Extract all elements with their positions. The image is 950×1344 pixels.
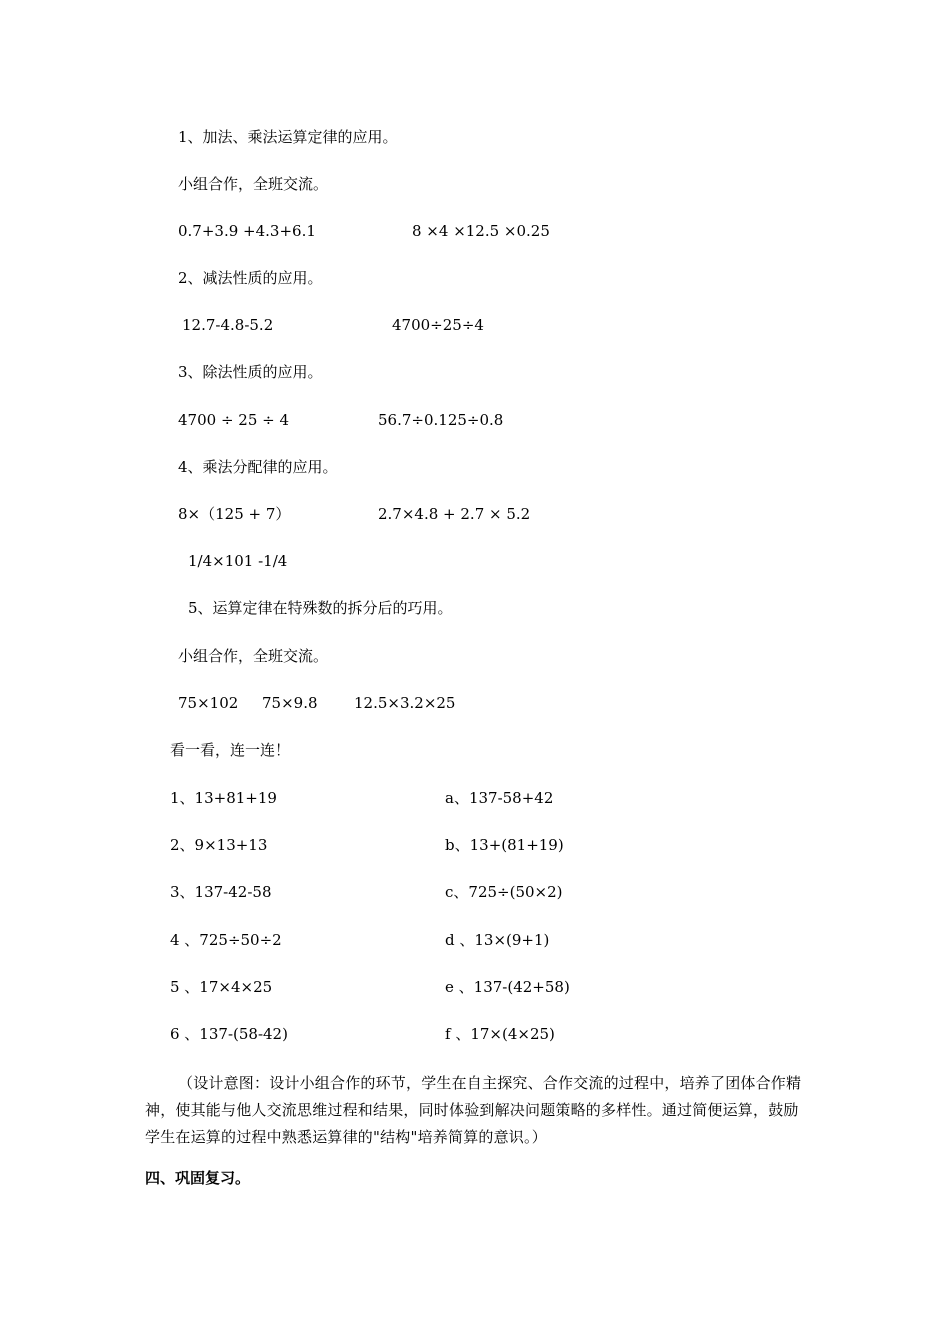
section-3-title: 3、除法性质的应用。 <box>178 363 323 381</box>
matching-left-item: 1、13+81+19 <box>170 789 277 807</box>
section-5-expression-a: 75×102 <box>178 694 239 712</box>
section-1-expression-b: 8 ×4 ×12.5 ×0.25 <box>412 222 550 240</box>
matching-right-item: a、137-58+42 <box>445 789 554 807</box>
matching-title: 看一看，连一连！ <box>170 741 291 759</box>
matching-right-item: c、725÷(50×2) <box>445 883 563 901</box>
matching-left-item: 6 、137-(58-42) <box>170 1025 288 1043</box>
matching-right-item: d 、13×(9+1) <box>445 931 550 949</box>
section-1-note: 小组合作，全班交流。 <box>178 175 329 193</box>
section-2-expression-a: 12.7-4.8-5.2 <box>182 316 274 334</box>
matching-right-item: f 、17×(4×25) <box>445 1025 555 1043</box>
section-5-expression-b: 75×9.8 <box>262 694 318 712</box>
section-1-expression-a: 0.7+3.9 +4.3+6.1 <box>178 222 316 240</box>
section-4-expression-b: 2.7×4.8 + 2.7 × 5.2 <box>378 505 531 523</box>
matching-right-item: e 、137-(42+58) <box>445 978 570 996</box>
section-heading-review: 四、巩固复习。 <box>145 1169 251 1187</box>
section-4-expression-a: 8×（125 + 7） <box>178 505 291 523</box>
design-intent-paragraph: （设计意图：设计小组合作的环节，学生在自主探究、合作交流的过程中，培养了团体合作精神，使其能与他人交流思维过程和结果，同时体验到解决问题策略的多样性。通过简便运算，鼓励学生在运算的过程中熟悉运算律的"结构"培养简算的意识。） <box>145 1074 802 1146</box>
section-4-expression-c: 1/4×101 -1/4 <box>188 552 288 570</box>
section-1-title: 1、加法、乘法运算定律的应用。 <box>178 128 398 146</box>
matching-left-item: 4 、725÷50÷2 <box>170 931 282 949</box>
matching-left-item: 5 、17×4×25 <box>170 978 273 996</box>
matching-left-item: 2、9×13+13 <box>170 836 268 854</box>
matching-left-item: 3、137-42-58 <box>170 883 272 901</box>
section-3-expression-a: 4700 ÷ 25 ÷ 4 <box>178 411 290 429</box>
section-2-expression-b: 4700÷25÷4 <box>392 316 484 334</box>
section-4-title: 4、乘法分配律的应用。 <box>178 458 338 476</box>
section-3-expression-b: 56.7÷0.125÷0.8 <box>378 411 504 429</box>
section-5-note: 小组合作，全班交流。 <box>178 647 329 665</box>
section-5-expression-c: 12.5×3.2×25 <box>354 694 456 712</box>
section-5-title: 5、运算定律在特殊数的拆分后的巧用。 <box>188 599 453 617</box>
section-2-title: 2、减法性质的应用。 <box>178 269 323 287</box>
matching-right-item: b、13+(81+19) <box>445 836 564 854</box>
